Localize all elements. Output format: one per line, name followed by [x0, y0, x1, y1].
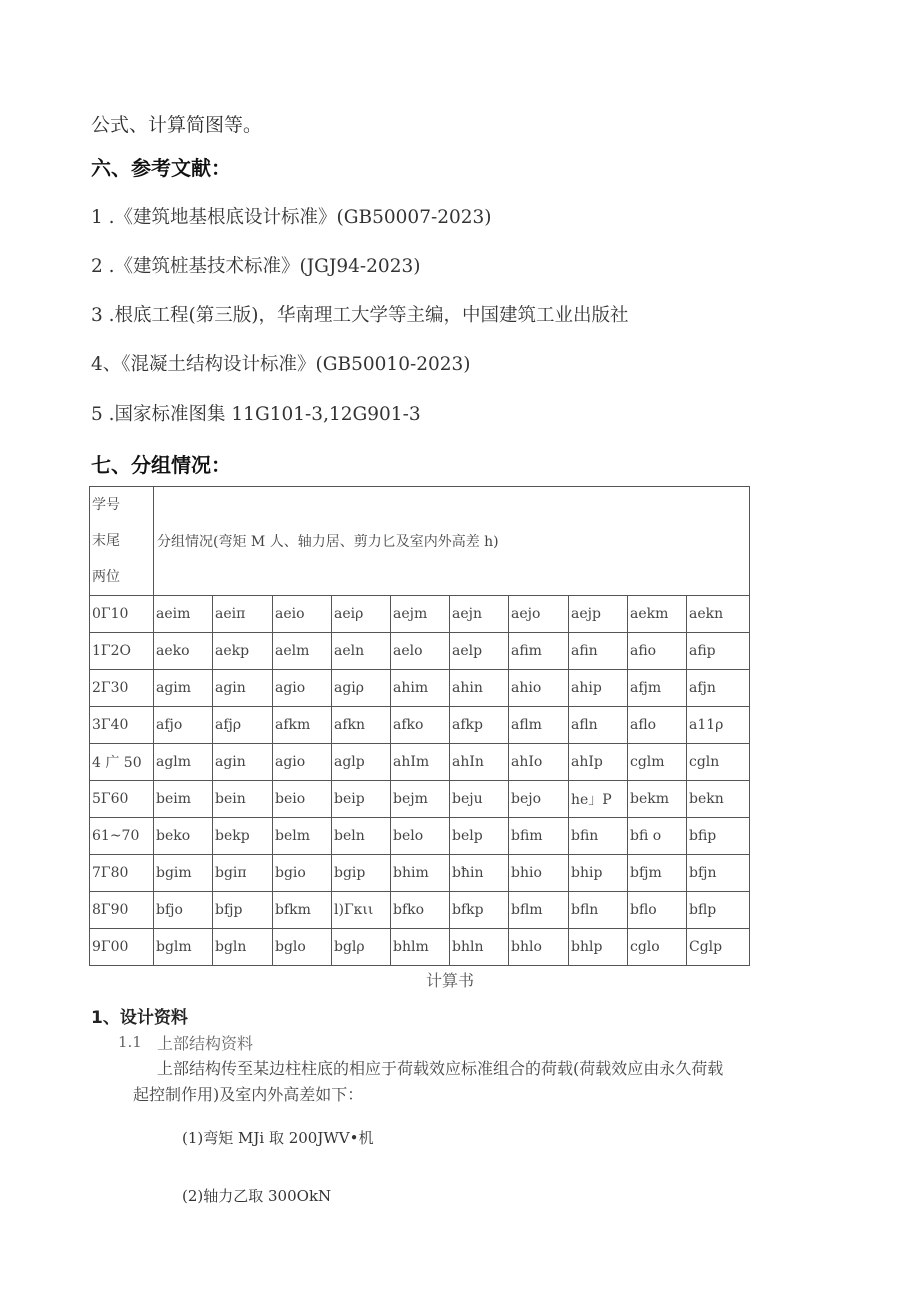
group-code-cell: bekm	[628, 781, 687, 818]
design-heading: 1、设计资料	[91, 1008, 188, 1028]
grouping-table	[89, 486, 750, 966]
group-code-cell: ahIn	[450, 744, 509, 781]
group-code-cell: aelo	[391, 633, 450, 670]
group-code-cell: aelm	[273, 633, 332, 670]
table-row	[90, 818, 750, 855]
load-item-moment: (1)弯矩 MJi 取 200JWV•机	[182, 1129, 374, 1147]
group-code-cell: aeiπ	[213, 596, 273, 633]
group-code-cell: aejm	[391, 596, 450, 633]
student-range-cell: 61~70	[90, 818, 154, 855]
table-row	[90, 855, 750, 892]
group-code-cell: bflo	[628, 892, 687, 929]
header-col-line: 末尾	[92, 533, 120, 549]
group-code-cell: beju	[450, 781, 509, 818]
group-code-cell: bejo	[509, 781, 569, 818]
group-code-cell: ahIo	[509, 744, 569, 781]
group-code-cell: aglm	[154, 744, 213, 781]
group-code-cell: bglm	[154, 929, 213, 966]
student-range-cell: 7Γ80	[90, 855, 154, 892]
group-code-cell: agio	[273, 744, 332, 781]
group-code-cell: bglρ	[332, 929, 391, 966]
group-code-cell: ahim	[391, 670, 450, 707]
group-code-cell: cglm	[628, 744, 687, 781]
student-range-cell: 5Γ60	[90, 781, 154, 818]
group-code-cell: aejo	[509, 596, 569, 633]
group-code-cell: bgip	[332, 855, 391, 892]
group-code-cell: ahio	[509, 670, 569, 707]
group-code-cell: bfko	[391, 892, 450, 929]
group-code-cell: afkm	[273, 707, 332, 744]
load-item-axial: (2)轴力乙取 300OkN	[182, 1187, 332, 1205]
group-code-cell: aekn	[687, 596, 750, 633]
group-code-cell: afio	[628, 633, 687, 670]
body-line-1: 上部结构传至某边柱柱底的相应于荷载效应标准组合的荷载(荷载效应由永久荷载	[157, 1059, 724, 1078]
subsection-number: 1.1	[118, 1033, 142, 1051]
group-code-cell: aeln	[332, 633, 391, 670]
group-code-cell: ahip	[569, 670, 628, 707]
group-code-cell: beim	[154, 781, 213, 818]
header-col-line: 两位	[92, 569, 120, 585]
group-code-cell: he」P	[569, 781, 628, 818]
reference-item: 4、《混凝土结构设计标准》(GB50010-2023)	[91, 354, 471, 375]
group-code-cell: bfln	[569, 892, 628, 929]
group-code-cell: beip	[332, 781, 391, 818]
group-code-cell: afim	[509, 633, 569, 670]
group-code-cell: beko	[154, 818, 213, 855]
group-code-cell: bgim	[154, 855, 213, 892]
subsection-title: 上部结构资料	[157, 1034, 254, 1053]
intro-tail-text: 公式、计算简图等。	[91, 114, 263, 136]
group-code-cell: agin	[213, 744, 273, 781]
group-code-cell: bhlm	[391, 929, 450, 966]
header-grouping-cell: 分组情况(弯矩 M 人、轴力居、剪力匕及室内外高差 h)	[154, 487, 750, 596]
group-code-cell: bhip	[569, 855, 628, 892]
group-code-cell: bekp	[213, 818, 273, 855]
group-code-cell: bfjn	[687, 855, 750, 892]
table-row	[90, 596, 750, 633]
group-code-cell: aflm	[509, 707, 569, 744]
group-code-cell: bflp	[687, 892, 750, 929]
table-header-row	[90, 487, 750, 596]
group-code-cell: bfjm	[628, 855, 687, 892]
group-code-cell: bfip	[687, 818, 750, 855]
group-code-cell: bfim	[509, 818, 569, 855]
group-code-cell: ahIm	[391, 744, 450, 781]
group-code-cell: bħin	[450, 855, 509, 892]
group-code-cell: aglp	[332, 744, 391, 781]
group-code-cell: ahIp	[569, 744, 628, 781]
group-code-cell: bhio	[509, 855, 569, 892]
group-code-cell: aekp	[213, 633, 273, 670]
group-code-cell: bhim	[391, 855, 450, 892]
header-student-id-cell	[90, 487, 154, 596]
student-range-cell: 1Γ2O	[90, 633, 154, 670]
table-row	[90, 929, 750, 966]
group-code-cell: cgln	[687, 744, 750, 781]
body-line-2: 起控制作用)及室内外高差如下：	[133, 1085, 364, 1104]
group-code-cell: bglo	[273, 929, 332, 966]
group-code-cell: aelp	[450, 633, 509, 670]
group-code-cell: bekn	[687, 781, 750, 818]
section7-heading: 七、分组情况：	[91, 453, 231, 477]
reference-item: 3 .根底工程(第三版)，华南理工大学等主编，中国建筑工业出版社	[91, 305, 629, 326]
group-code-cell: afin	[569, 633, 628, 670]
student-range-cell: 2Γ30	[90, 670, 154, 707]
group-code-cell: bfin	[569, 818, 628, 855]
group-code-cell: bfjp	[213, 892, 273, 929]
group-code-cell: bhlo	[509, 929, 569, 966]
group-code-cell: beln	[332, 818, 391, 855]
group-code-cell: afko	[391, 707, 450, 744]
group-code-cell: agin	[213, 670, 273, 707]
group-code-cell: afjm	[628, 670, 687, 707]
group-code-cell: aeiρ	[332, 596, 391, 633]
group-code-cell: bfi o	[628, 818, 687, 855]
group-code-cell: aejp	[569, 596, 628, 633]
group-code-cell: a11ρ	[687, 707, 750, 744]
group-code-cell: belo	[391, 818, 450, 855]
table-row	[90, 707, 750, 744]
group-code-cell: afjρ	[213, 707, 273, 744]
reference-item: 1 .《建筑地基根底设计标准》(GB50007-2023)	[91, 207, 492, 228]
group-code-cell: bfjo	[154, 892, 213, 929]
group-code-cell: afln	[569, 707, 628, 744]
group-code-cell: belm	[273, 818, 332, 855]
group-code-cell: bhlp	[569, 929, 628, 966]
group-code-cell: agiρ	[332, 670, 391, 707]
table-row	[90, 633, 750, 670]
group-code-cell: bhln	[450, 929, 509, 966]
group-code-cell: bfkp	[450, 892, 509, 929]
table-row	[90, 670, 750, 707]
group-code-cell: cglo	[628, 929, 687, 966]
group-code-cell: aekm	[628, 596, 687, 633]
group-code-cell: bejm	[391, 781, 450, 818]
group-code-cell: afkp	[450, 707, 509, 744]
group-code-cell: bgln	[213, 929, 273, 966]
group-code-cell: aeio	[273, 596, 332, 633]
group-code-cell: afjo	[154, 707, 213, 744]
group-code-cell: ahin	[450, 670, 509, 707]
table-row	[90, 892, 750, 929]
student-range-cell: 8Γ90	[90, 892, 154, 929]
group-code-cell: l)Γκιι	[332, 892, 391, 929]
group-code-cell: aflo	[628, 707, 687, 744]
student-range-cell: 3Γ40	[90, 707, 154, 744]
group-code-cell: agio	[273, 670, 332, 707]
group-code-cell: afjn	[687, 670, 750, 707]
section6-heading: 六、参考文献：	[91, 156, 231, 180]
group-code-cell: aeim	[154, 596, 213, 633]
table-row	[90, 781, 750, 818]
group-code-cell: bgio	[273, 855, 332, 892]
group-code-cell: bgiπ	[213, 855, 273, 892]
group-code-cell: belp	[450, 818, 509, 855]
header-col-line: 学号	[92, 497, 120, 513]
group-code-cell: afip	[687, 633, 750, 670]
group-code-cell: aejn	[450, 596, 509, 633]
group-code-cell: agim	[154, 670, 213, 707]
group-code-cell: bfkm	[273, 892, 332, 929]
student-range-cell: 0Γ10	[90, 596, 154, 633]
group-code-cell: bein	[213, 781, 273, 818]
student-range-cell: 4 广 50	[90, 744, 154, 781]
group-code-cell: aeko	[154, 633, 213, 670]
reference-item: 2 .《建筑桩基技术标准》(JGJ94-2023)	[91, 256, 421, 277]
group-code-cell: beio	[273, 781, 332, 818]
student-range-cell: 9Γ00	[90, 929, 154, 966]
caption-text: 计算书	[426, 971, 475, 990]
group-code-cell: Cglp	[687, 929, 750, 966]
reference-item: 5 .国家标准图集 11G101-3,12G901-3	[91, 404, 421, 425]
group-code-cell: afkn	[332, 707, 391, 744]
table-row	[90, 744, 750, 781]
group-code-cell: bflm	[509, 892, 569, 929]
